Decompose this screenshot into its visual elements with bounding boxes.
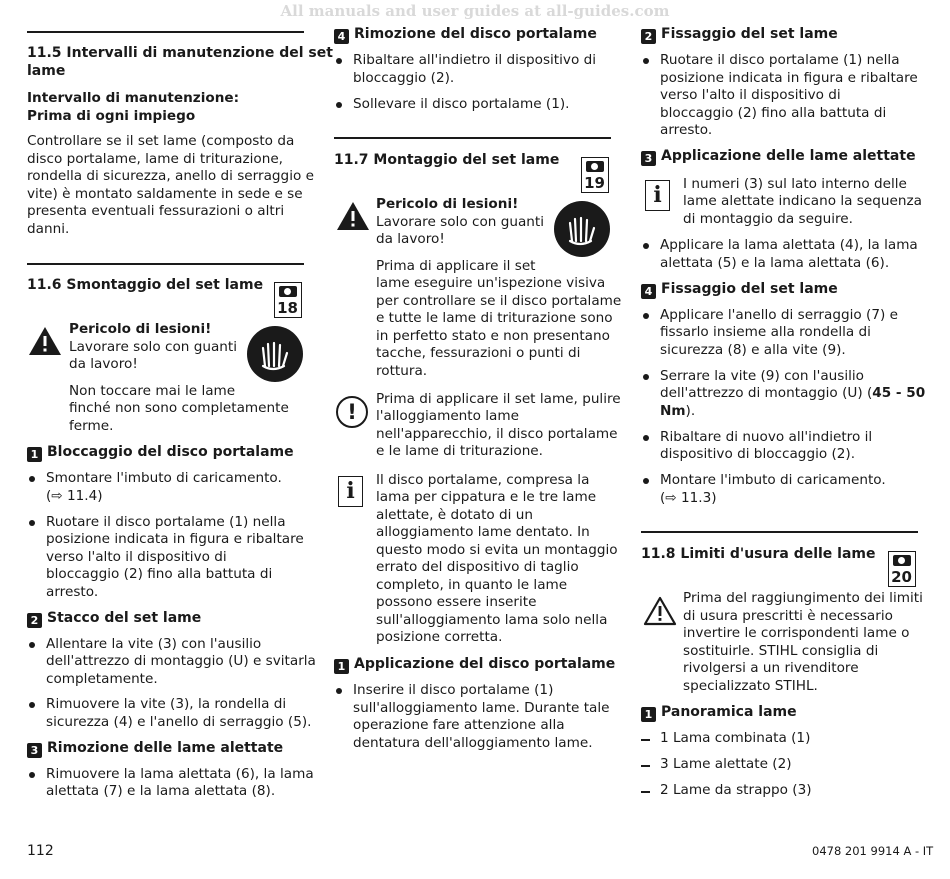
bullet xyxy=(643,435,649,441)
list-item: Sollevare il disco portalame (1). xyxy=(353,96,570,112)
warning-text: Lavorare solo con guanti xyxy=(376,214,544,230)
step-heading: 1 Applicazione del disco portalame xyxy=(334,656,615,674)
section-title: 11.6 Smontaggio del set lame xyxy=(27,277,264,293)
warning-text: Non toccare mai le lame xyxy=(69,383,236,399)
list-item: 3 Lame alettate (2) xyxy=(660,756,792,772)
step-heading: 3 Rimozione delle lame alettate xyxy=(27,740,283,758)
interval-value: Prima di ogni impiego xyxy=(27,108,196,124)
step-heading: 2 Stacco del set lame xyxy=(27,610,201,628)
step-heading: 2 Fissaggio del set lame xyxy=(641,26,838,44)
info-icon: i xyxy=(645,180,670,211)
warning-text: da lavoro! xyxy=(69,356,138,372)
step-heading: 1 Bloccaggio del disco portalame xyxy=(27,444,294,462)
warning-title: Pericolo di lesioni! xyxy=(69,321,212,337)
interval-label: Intervallo di manutenzione: xyxy=(27,90,240,106)
document-code: 0478 201 9914 A - IT xyxy=(812,844,934,858)
bullet xyxy=(643,478,649,484)
gloves-icon xyxy=(247,326,303,382)
list-item: 2 Lame da strappo (3) xyxy=(660,782,812,798)
step-heading: 1 Panoramica lame xyxy=(641,704,797,722)
bullet xyxy=(336,688,342,694)
warning-text: da lavoro! xyxy=(376,231,445,247)
bullet xyxy=(643,374,649,380)
list-item: Montare l'imbuto di caricamento. xyxy=(660,472,886,488)
bullet xyxy=(336,102,342,108)
dash-marker xyxy=(641,791,650,793)
watermark: All manuals and user guides at all-guides.com xyxy=(280,2,670,20)
caution-triangle-icon xyxy=(643,596,677,626)
list-item: Smontare l'imbuto di caricamento. xyxy=(46,470,282,486)
warning-text: Lavorare solo con guanti xyxy=(69,339,237,355)
figure-reference: 19 xyxy=(581,157,609,193)
list-item: 1 Lama combinata (1) xyxy=(660,730,811,746)
bullet xyxy=(643,58,649,64)
bullet xyxy=(643,313,649,319)
bullet xyxy=(336,58,342,64)
section-title: 11.8 Limiti d'usura delle lame xyxy=(641,546,876,562)
warning-triangle-icon xyxy=(336,201,370,231)
camera-icon xyxy=(586,161,604,172)
section-rule xyxy=(27,263,304,265)
warning-text: finché non sono completamente xyxy=(69,400,289,416)
section-rule xyxy=(334,137,611,139)
warning-triangle-icon xyxy=(28,326,62,356)
figure-reference: 18 xyxy=(274,282,302,318)
step-heading: 4 Rimozione del disco portalame xyxy=(334,26,597,44)
camera-icon xyxy=(279,286,297,297)
bullet xyxy=(29,772,35,778)
step-heading: 4 Fissaggio del set lame xyxy=(641,281,838,299)
notice-exclamation-icon: ! xyxy=(336,396,368,428)
section-rule xyxy=(641,531,918,533)
bullet xyxy=(643,243,649,249)
gloves-icon xyxy=(554,201,610,257)
figure-reference: 20 xyxy=(888,551,916,587)
bullet xyxy=(29,520,35,526)
step-heading: 3 Applicazione delle lame alettate xyxy=(641,148,916,166)
section-rule xyxy=(27,31,304,33)
dash-marker xyxy=(641,765,650,767)
camera-icon xyxy=(893,555,911,566)
cross-reference-link[interactable]: (⇨ 11.4) xyxy=(46,488,103,504)
page-number: 112 xyxy=(27,843,54,859)
section-title-cont: lame xyxy=(27,63,66,79)
info-icon: i xyxy=(338,476,363,507)
bullet xyxy=(29,702,35,708)
section-title: 11.5 Intervalli di manutenzione del set xyxy=(27,45,333,61)
warning-title: Pericolo di lesioni! xyxy=(376,196,519,212)
bullet xyxy=(29,476,35,482)
section-title: 11.7 Montaggio del set lame xyxy=(334,152,560,168)
dash-marker xyxy=(641,739,650,741)
cross-reference-link[interactable]: (⇨ 11.3) xyxy=(660,490,717,506)
warning-text: ferme. xyxy=(69,418,114,434)
bullet xyxy=(29,642,35,648)
